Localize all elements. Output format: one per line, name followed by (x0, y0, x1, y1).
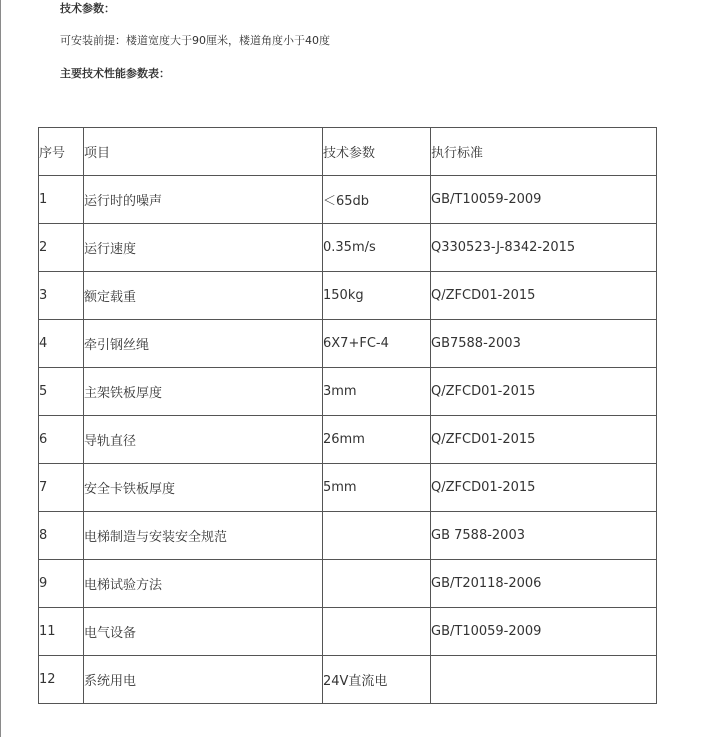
cell-item: 运行时的噪声 (84, 176, 323, 224)
cell-index: 6 (39, 416, 84, 464)
cell-parameter: 150kg (323, 272, 431, 320)
cell-item: 安全卡铁板厚度 (84, 464, 323, 512)
cell-index: 4 (39, 320, 84, 368)
cell-parameter (323, 512, 431, 560)
table-row (39, 224, 657, 272)
cell-standard: Q/ZFCD01-2015 (431, 416, 657, 464)
cell-standard: GB/T10059-2009 (431, 176, 657, 224)
table-row (39, 560, 657, 608)
header-cell-item: 项目 (84, 128, 323, 176)
cell-item: 电梯制造与安装安全规范 (84, 512, 323, 560)
table-row (39, 656, 657, 704)
cell-item: 运行速度 (84, 224, 323, 272)
cell-standard (431, 656, 657, 704)
cell-standard: Q/ZFCD01-2015 (431, 368, 657, 416)
cell-item: 电气设备 (84, 608, 323, 656)
cell-index: 9 (39, 560, 84, 608)
table-row (39, 608, 657, 656)
table-row (39, 368, 657, 416)
cell-standard: Q/ZFCD01-2015 (431, 272, 657, 320)
page-left-border (0, 0, 1, 737)
header-cell-standard: 执行标准 (431, 128, 657, 176)
cell-item: 导轨直径 (84, 416, 323, 464)
table-row (39, 320, 657, 368)
cell-item: 额定载重 (84, 272, 323, 320)
cell-parameter: 26mm (323, 416, 431, 464)
cell-item: 电梯试验方法 (84, 560, 323, 608)
cell-index: 2 (39, 224, 84, 272)
cell-parameter: 24V直流电 (323, 656, 431, 704)
header-cell-index: 序号 (39, 128, 84, 176)
cell-standard: Q330523-J-8342-2015 (431, 224, 657, 272)
cell-index: 5 (39, 368, 84, 416)
table-header-row (39, 128, 657, 176)
installation-prerequisite-note: 可安装前提：楼道宽度大于90厘米，楼道角度小于40度 (60, 34, 330, 47)
cell-parameter: 5mm (323, 464, 431, 512)
table-row (39, 512, 657, 560)
cell-parameter: 0.35m/s (323, 224, 431, 272)
section-heading-tech-params: 技术参数： (60, 2, 115, 15)
cell-standard: GB/T10059-2009 (431, 608, 657, 656)
cell-index: 1 (39, 176, 84, 224)
table-row (39, 272, 657, 320)
cell-index: 7 (39, 464, 84, 512)
cell-parameter: 3mm (323, 368, 431, 416)
cell-index: 3 (39, 272, 84, 320)
header-cell-parameter: 技术参数 (323, 128, 431, 176)
performance-parameters-table (38, 127, 657, 704)
cell-item: 牵引钢丝绳 (84, 320, 323, 368)
cell-item: 主架铁板厚度 (84, 368, 323, 416)
cell-index: 12 (39, 656, 84, 704)
section-heading-performance-table: 主要技术性能参数表： (60, 67, 170, 80)
cell-parameter: ＜65db (323, 176, 431, 224)
cell-parameter (323, 608, 431, 656)
table-row (39, 416, 657, 464)
cell-parameter (323, 560, 431, 608)
cell-standard: GB 7588-2003 (431, 512, 657, 560)
cell-index: 11 (39, 608, 84, 656)
cell-parameter: 6X7+FC-4 (323, 320, 431, 368)
table-row (39, 176, 657, 224)
table-row (39, 464, 657, 512)
cell-standard: GB/T20118-2006 (431, 560, 657, 608)
cell-standard: Q/ZFCD01-2015 (431, 464, 657, 512)
cell-index: 8 (39, 512, 84, 560)
cell-item: 系统用电 (84, 656, 323, 704)
cell-standard: GB7588-2003 (431, 320, 657, 368)
